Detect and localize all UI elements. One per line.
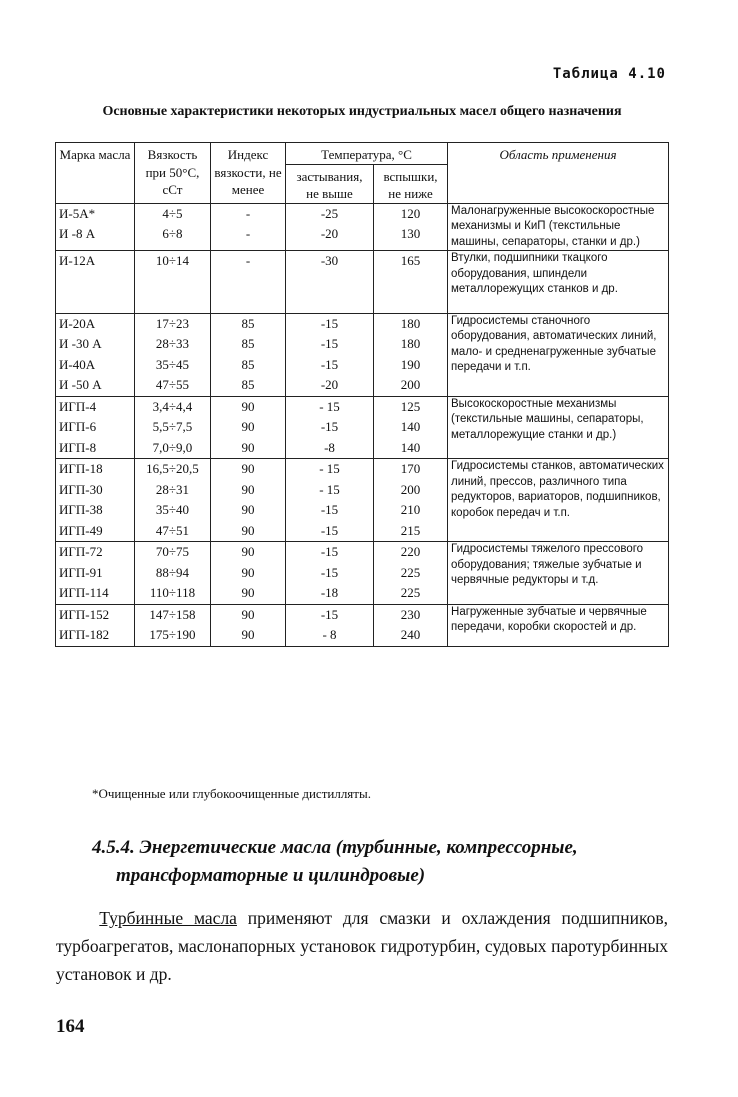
pour-value: - 15	[319, 398, 340, 414]
index-value: 90	[241, 502, 255, 518]
pour-value: -30	[320, 253, 339, 269]
cell-index	[211, 313, 286, 396]
cell-flash	[374, 313, 448, 396]
flash-value: 180	[400, 336, 421, 352]
flash-value: 240	[400, 627, 421, 643]
footnote: *Очищенные или глубокоочищенные дистилляты.	[92, 786, 371, 801]
viscosity-value: 175÷190	[149, 627, 196, 643]
cell-brand	[56, 313, 135, 396]
cell-viscosity	[135, 203, 211, 251]
header-index: Индекс вязкости, не менее	[211, 143, 286, 204]
table-row-group	[56, 542, 669, 605]
flash-value: 170	[400, 461, 421, 477]
body-paragraph	[56, 904, 668, 988]
brand-value: И -50 А	[59, 377, 102, 393]
cell-index	[211, 542, 286, 605]
viscosity-value: 35÷40	[155, 502, 190, 518]
cell-brand	[56, 396, 135, 459]
page-number: 164	[56, 1016, 85, 1037]
viscosity-value: 16,5÷20,5	[146, 461, 199, 477]
viscosity-value: 110÷118	[149, 585, 196, 601]
viscosity-value: 47÷51	[155, 522, 190, 538]
index-value: 90	[241, 419, 255, 435]
brand-value: ИГП-152	[59, 606, 110, 622]
viscosity-value: 28÷31	[155, 481, 190, 497]
flash-value: 165	[400, 253, 421, 269]
table-row-group	[56, 396, 669, 459]
cell-pour	[286, 313, 374, 396]
index-value: 90	[241, 522, 255, 538]
section-heading-line-1: 4.5.4. Энергетические масла (турбинные, компрессорные,	[92, 837, 578, 858]
brand-value: ИГП-4	[59, 398, 97, 414]
cell-brand	[56, 459, 135, 542]
table-row-group	[56, 251, 669, 314]
index-value: 90	[241, 564, 255, 580]
table-row-group	[56, 313, 669, 396]
brand-value: ИГП-182	[59, 627, 110, 643]
index-value: 90	[241, 627, 255, 643]
cell-flash	[374, 604, 448, 646]
pour-value: -8	[324, 439, 335, 455]
table-row-group	[56, 604, 669, 646]
header-flash-point: вспышки, не ниже	[374, 164, 448, 203]
spacer	[214, 272, 282, 293]
index-value: 85	[241, 377, 255, 393]
table-body	[56, 203, 669, 646]
viscosity-value: 147÷158	[149, 606, 196, 622]
brand-value: ИГП-114	[59, 585, 109, 601]
brand-value: И-5А*	[59, 205, 96, 221]
cell-viscosity	[135, 459, 211, 542]
brand-value: И-20А	[59, 315, 96, 331]
cell-index	[211, 459, 286, 542]
brand-value: ИГП-6	[59, 419, 97, 435]
pour-value: -15	[320, 419, 339, 435]
table-number: Таблица 4.10	[552, 66, 666, 82]
cell-flash	[374, 396, 448, 459]
header-brand: Марка масла	[56, 143, 135, 204]
cell-pour	[286, 396, 374, 459]
cell-viscosity	[135, 396, 211, 459]
cell-pour	[286, 542, 374, 605]
table-row-group	[56, 459, 669, 542]
spacer	[214, 292, 282, 313]
viscosity-value: 10÷14	[155, 253, 190, 269]
cell-pour	[286, 251, 374, 314]
flash-value: 130	[400, 226, 421, 242]
brand-value: И -8 А	[59, 226, 96, 242]
brand-value: И-40А	[59, 356, 96, 372]
brand-value: ИГП-38	[59, 502, 103, 518]
brand-value: ИГП-91	[59, 564, 103, 580]
flash-value: 215	[400, 522, 421, 538]
header-temperature: Температура, °С	[286, 143, 448, 165]
index-value: -	[245, 205, 251, 221]
oil-characteristics-table	[55, 142, 669, 647]
index-value: 90	[241, 606, 255, 622]
flash-value: 125	[400, 398, 421, 414]
index-value: 85	[241, 356, 255, 372]
brand-value: ИГП-30	[59, 481, 103, 497]
index-value: 90	[241, 461, 255, 477]
cell-usage: Нагруженные зубчатые и червячные передачи, коробки скоростей и др.	[448, 604, 669, 646]
brand-value: ИГП-72	[59, 544, 103, 560]
cell-index	[211, 604, 286, 646]
cell-usage: Малонагруженные высокоскоростные механизмы и КиП (текстильные машины, сепараторы, станки и др.)	[448, 203, 669, 251]
cell-viscosity	[135, 542, 211, 605]
spacer	[138, 272, 207, 293]
flash-value: 190	[400, 356, 421, 372]
table-row-group	[56, 203, 669, 251]
pour-value: -15	[320, 544, 339, 560]
index-value: 90	[241, 398, 255, 414]
brand-value: ИГП-8	[59, 439, 97, 455]
pour-value: -25	[320, 205, 339, 221]
cell-usage: Втулки, подшипники ткацкого оборудования, шпиндели металлорежущих станков и др.	[448, 251, 669, 314]
cell-brand	[56, 542, 135, 605]
pour-value: -15	[320, 522, 339, 538]
viscosity-value: 3,4÷4,4	[152, 398, 193, 414]
cell-usage: Гидросистемы тяжелого прессового оборудования; тяжелые зубчатые и червячные редукторы и т.д.	[448, 542, 669, 605]
pour-value: -15	[320, 606, 339, 622]
pour-value: - 15	[319, 461, 340, 477]
cell-flash	[374, 542, 448, 605]
viscosity-value: 70÷75	[155, 544, 190, 560]
brand-value: И-12А	[59, 253, 96, 269]
viscosity-value: 47÷55	[155, 377, 190, 393]
viscosity-value: 7,0÷9,0	[152, 439, 193, 455]
index-value: 90	[241, 481, 255, 497]
cell-viscosity	[135, 251, 211, 314]
pour-value: -20	[320, 377, 339, 393]
flash-value: 220	[400, 544, 421, 560]
viscosity-value: 88÷94	[155, 564, 190, 580]
flash-value: 140	[400, 439, 421, 455]
cell-usage: Гидросистемы станков, автоматических линий, прессов, различного типа редукторов, вариаторов, подшипников, коробок передач и т.п.	[448, 459, 669, 542]
cell-usage: Высокоскоростные механизмы (текстильные машины, сепараторы, металлорежущие станки и др.)	[448, 396, 669, 459]
cell-pour	[286, 203, 374, 251]
cell-usage: Гидросистемы станочного оборудования, автоматических линий, мало- и средненагруженные зубчатые передачи и т.п.	[448, 313, 669, 396]
brand-value: ИГП-18	[59, 461, 103, 477]
spacer	[59, 292, 131, 313]
flash-value: 225	[400, 564, 421, 580]
cell-index	[211, 251, 286, 314]
spacer	[377, 292, 444, 313]
spacer	[377, 272, 444, 293]
cell-index	[211, 203, 286, 251]
body-text-rest: применяют для смазки и охлаждения подшипников, турбоагрегатов, маслонапорных установок гидротурбин, судовых паротурбинных установок и др.	[56, 908, 668, 984]
index-value: 90	[241, 585, 255, 601]
flash-value: 225	[400, 585, 421, 601]
viscosity-value: 35÷45	[155, 356, 190, 372]
flash-value: 200	[400, 377, 421, 393]
header-viscosity: Вязкость при 50°С, сСт	[135, 143, 211, 204]
spacer	[138, 292, 207, 313]
index-value: 85	[241, 336, 255, 352]
flash-value: 210	[400, 502, 421, 518]
viscosity-value: 6÷8	[162, 226, 183, 242]
pour-value: -15	[320, 315, 339, 331]
section-heading	[92, 834, 682, 890]
cell-viscosity	[135, 313, 211, 396]
cell-brand	[56, 251, 135, 314]
cell-flash	[374, 203, 448, 251]
spacer	[289, 272, 370, 293]
pour-value: -15	[320, 564, 339, 580]
index-value: 85	[241, 315, 255, 331]
pour-value: - 15	[319, 481, 340, 497]
spacer	[59, 272, 131, 293]
index-value: 90	[241, 544, 255, 560]
cell-viscosity	[135, 604, 211, 646]
index-value: -	[245, 253, 251, 269]
viscosity-value: 17÷23	[155, 315, 190, 331]
flash-value: 200	[400, 481, 421, 497]
header-usage: Область применения	[448, 143, 669, 204]
pour-value: -15	[320, 502, 339, 518]
body-term: Турбинные масла	[99, 908, 237, 928]
pour-value: -18	[320, 585, 339, 601]
table-caption: Основные характеристики некоторых индустриальных масел общего назначения	[102, 104, 622, 119]
flash-value: 180	[400, 315, 421, 331]
cell-flash	[374, 251, 448, 314]
viscosity-value: 28÷33	[155, 336, 190, 352]
flash-value: 140	[400, 419, 421, 435]
flash-value: 230	[400, 606, 421, 622]
spacer	[289, 292, 370, 313]
viscosity-value: 5,5÷7,5	[152, 419, 193, 435]
viscosity-value: 4÷5	[162, 205, 183, 221]
brand-value: И -30 А	[59, 336, 102, 352]
brand-value: ИГП-49	[59, 522, 103, 538]
flash-value: 120	[400, 205, 421, 221]
pour-value: -15	[320, 336, 339, 352]
index-value: -	[245, 226, 251, 242]
cell-index	[211, 396, 286, 459]
cell-flash	[374, 459, 448, 542]
cell-brand	[56, 203, 135, 251]
pour-value: - 8	[322, 627, 337, 643]
index-value: 90	[241, 439, 255, 455]
section-heading-line-2: трансформаторные и цилиндровые)	[116, 865, 426, 886]
cell-brand	[56, 604, 135, 646]
pour-value: -15	[320, 356, 339, 372]
pour-value: -20	[320, 226, 339, 242]
cell-pour	[286, 459, 374, 542]
header-pour-point: застывания, не выше	[286, 164, 374, 203]
cell-pour	[286, 604, 374, 646]
